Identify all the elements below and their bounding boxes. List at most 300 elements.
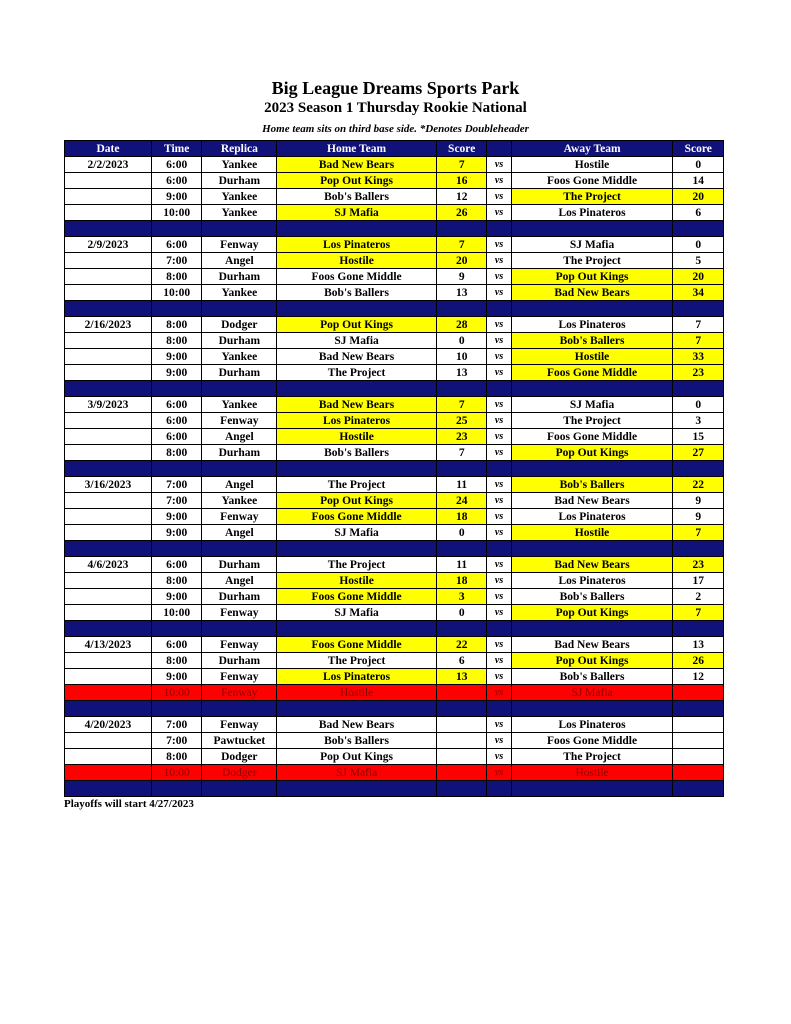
game-row <box>65 605 724 621</box>
game-replica: Dodger <box>202 317 277 333</box>
separator-cell <box>673 301 724 317</box>
vs-label: vs <box>487 317 511 333</box>
away-team: Los Pinateros <box>511 317 673 333</box>
home-team: Los Pinateros <box>277 413 437 429</box>
away-team: Los Pinateros <box>511 717 673 733</box>
away-score <box>673 765 724 781</box>
away-team: Los Pinateros <box>511 205 673 221</box>
vs-label: vs <box>487 589 511 605</box>
game-time: 10:00 <box>151 685 202 701</box>
home-team: Foos Gone Middle <box>277 589 437 605</box>
game-time: 9:00 <box>151 669 202 685</box>
home-team: SJ Mafia <box>277 605 437 621</box>
game-replica: Angel <box>202 573 277 589</box>
vs-label: vs <box>487 253 511 269</box>
home-score: 10 <box>436 349 487 365</box>
game-date: 2/2/2023 <box>65 157 152 173</box>
home-team: The Project <box>277 477 437 493</box>
separator-cell <box>65 701 152 717</box>
away-team: Hostile <box>511 765 673 781</box>
game-date <box>65 445 152 461</box>
game-time: 6:00 <box>151 557 202 573</box>
header-home-score: Score <box>436 141 487 157</box>
game-replica: Yankee <box>202 493 277 509</box>
away-score: 22 <box>673 477 724 493</box>
home-score: 3 <box>436 589 487 605</box>
vs-label: vs <box>487 765 511 781</box>
home-score: 18 <box>436 573 487 589</box>
game-date <box>65 573 152 589</box>
game-replica: Pawtucket <box>202 733 277 749</box>
game-replica: Fenway <box>202 717 277 733</box>
game-time: 8:00 <box>151 653 202 669</box>
game-date <box>65 669 152 685</box>
separator-cell <box>487 621 511 637</box>
game-row <box>65 717 724 733</box>
separator-cell <box>202 781 277 797</box>
separator-cell <box>673 781 724 797</box>
game-date: 4/13/2023 <box>65 637 152 653</box>
separator-cell <box>673 221 724 237</box>
game-row <box>65 349 724 365</box>
home-team: The Project <box>277 557 437 573</box>
vs-label: vs <box>487 669 511 685</box>
vs-label: vs <box>487 429 511 445</box>
game-date <box>65 349 152 365</box>
header-date: Date <box>65 141 152 157</box>
vs-label: vs <box>487 637 511 653</box>
separator-cell <box>487 461 511 477</box>
vs-label: vs <box>487 717 511 733</box>
separator-cell <box>65 461 152 477</box>
vs-label: vs <box>487 269 511 285</box>
game-row <box>65 317 724 333</box>
home-score: 12 <box>436 189 487 205</box>
game-date <box>65 509 152 525</box>
game-row <box>65 765 724 781</box>
home-team: Pop Out Kings <box>277 749 437 765</box>
home-score: 28 <box>436 317 487 333</box>
game-time: 6:00 <box>151 397 202 413</box>
game-time: 7:00 <box>151 717 202 733</box>
vs-label: vs <box>487 685 511 701</box>
season-title: 2023 Season 1 Thursday Rookie National <box>264 100 527 116</box>
game-replica: Yankee <box>202 157 277 173</box>
away-team: Foos Gone Middle <box>511 365 673 381</box>
week-separator <box>65 221 724 237</box>
game-replica: Durham <box>202 445 277 461</box>
schedule-body <box>65 157 724 797</box>
away-team: Pop Out Kings <box>511 653 673 669</box>
game-date: 4/6/2023 <box>65 557 152 573</box>
game-date <box>65 253 152 269</box>
game-row <box>65 445 724 461</box>
game-time: 6:00 <box>151 637 202 653</box>
away-score <box>673 717 724 733</box>
game-time: 9:00 <box>151 349 202 365</box>
separator-cell <box>151 381 202 397</box>
away-team: Bob's Ballers <box>511 669 673 685</box>
game-row <box>65 237 724 253</box>
game-row <box>65 653 724 669</box>
header-time: Time <box>151 141 202 157</box>
away-team: The Project <box>511 749 673 765</box>
game-replica: Angel <box>202 477 277 493</box>
home-score <box>436 717 487 733</box>
separator-cell <box>65 381 152 397</box>
separator-cell <box>277 381 437 397</box>
vs-label: vs <box>487 349 511 365</box>
page-title: Big League Dreams Sports Park <box>271 78 520 98</box>
game-time: 8:00 <box>151 333 202 349</box>
home-score: 13 <box>436 669 487 685</box>
schedule-table <box>64 140 724 797</box>
game-time: 7:00 <box>151 733 202 749</box>
separator-cell <box>436 781 487 797</box>
away-score: 23 <box>673 365 724 381</box>
game-replica: Durham <box>202 653 277 669</box>
away-team: Los Pinateros <box>511 573 673 589</box>
home-team: Bob's Ballers <box>277 733 437 749</box>
home-team: Bob's Ballers <box>277 285 437 301</box>
separator-cell <box>277 621 437 637</box>
game-date <box>65 189 152 205</box>
game-date <box>65 205 152 221</box>
game-row <box>65 189 724 205</box>
vs-label: vs <box>487 157 511 173</box>
game-time: 6:00 <box>151 413 202 429</box>
game-replica: Durham <box>202 589 277 605</box>
away-team: SJ Mafia <box>511 685 673 701</box>
separator-cell <box>277 781 437 797</box>
away-team: Bad New Bears <box>511 493 673 509</box>
game-replica: Angel <box>202 429 277 445</box>
header-row <box>65 141 724 157</box>
game-time: 10:00 <box>151 205 202 221</box>
away-score: 17 <box>673 573 724 589</box>
separator-cell <box>673 381 724 397</box>
away-score: 20 <box>673 189 724 205</box>
week-separator <box>65 461 724 477</box>
separator-cell <box>511 621 673 637</box>
game-time: 7:00 <box>151 493 202 509</box>
away-score: 3 <box>673 413 724 429</box>
away-team: Bob's Ballers <box>511 333 673 349</box>
separator-cell <box>487 301 511 317</box>
game-time: 10:00 <box>151 605 202 621</box>
week-separator <box>65 301 724 317</box>
game-row <box>65 285 724 301</box>
home-score: 16 <box>436 173 487 189</box>
separator-cell <box>436 301 487 317</box>
game-date <box>65 429 152 445</box>
separator-cell <box>65 541 152 557</box>
game-row <box>65 733 724 749</box>
home-team: SJ Mafia <box>277 765 437 781</box>
home-team: Hostile <box>277 253 437 269</box>
separator-cell <box>436 701 487 717</box>
game-date <box>65 333 152 349</box>
away-team: Pop Out Kings <box>511 269 673 285</box>
game-row <box>65 429 724 445</box>
separator-cell <box>151 781 202 797</box>
away-team: Foos Gone Middle <box>511 733 673 749</box>
header-replica: Replica <box>202 141 277 157</box>
vs-label: vs <box>487 189 511 205</box>
game-date <box>65 765 152 781</box>
separator-cell <box>277 461 437 477</box>
game-date <box>65 733 152 749</box>
away-score: 13 <box>673 637 724 653</box>
away-score: 15 <box>673 429 724 445</box>
game-replica: Durham <box>202 333 277 349</box>
vs-label: vs <box>487 237 511 253</box>
separator-cell <box>202 541 277 557</box>
home-score: 7 <box>436 397 487 413</box>
away-team: SJ Mafia <box>511 237 673 253</box>
game-replica: Yankee <box>202 205 277 221</box>
separator-cell <box>436 221 487 237</box>
away-team: Bad New Bears <box>511 637 673 653</box>
game-row <box>65 477 724 493</box>
separator-cell <box>487 221 511 237</box>
game-time: 9:00 <box>151 589 202 605</box>
week-separator <box>65 701 724 717</box>
home-score: 23 <box>436 429 487 445</box>
home-score <box>436 733 487 749</box>
separator-cell <box>277 301 437 317</box>
separator-cell <box>511 781 673 797</box>
vs-label: vs <box>487 605 511 621</box>
separator-cell <box>277 541 437 557</box>
separator-cell <box>511 461 673 477</box>
away-score: 0 <box>673 237 724 253</box>
vs-label: vs <box>487 573 511 589</box>
game-row <box>65 157 724 173</box>
separator-cell <box>511 381 673 397</box>
game-replica: Fenway <box>202 413 277 429</box>
separator-cell <box>151 301 202 317</box>
game-replica: Fenway <box>202 605 277 621</box>
game-time: 8:00 <box>151 269 202 285</box>
game-row <box>65 749 724 765</box>
separator-cell <box>202 621 277 637</box>
home-team: The Project <box>277 365 437 381</box>
vs-label: vs <box>487 557 511 573</box>
away-score: 2 <box>673 589 724 605</box>
home-team: The Project <box>277 653 437 669</box>
separator-cell <box>511 541 673 557</box>
game-replica: Dodger <box>202 765 277 781</box>
header-home-team: Home Team <box>277 141 437 157</box>
game-replica: Fenway <box>202 669 277 685</box>
game-row <box>65 573 724 589</box>
game-replica: Yankee <box>202 349 277 365</box>
away-score: 9 <box>673 509 724 525</box>
game-replica: Durham <box>202 269 277 285</box>
game-date <box>65 605 152 621</box>
playoffs-note: Playoffs will start 4/27/2023 <box>64 798 194 810</box>
game-time: 6:00 <box>151 157 202 173</box>
separator-cell <box>202 381 277 397</box>
home-score <box>436 685 487 701</box>
game-replica: Angel <box>202 253 277 269</box>
separator-cell <box>151 461 202 477</box>
game-time: 9:00 <box>151 189 202 205</box>
home-score: 11 <box>436 477 487 493</box>
home-score: 0 <box>436 605 487 621</box>
separator-cell <box>65 781 152 797</box>
game-row <box>65 397 724 413</box>
game-row <box>65 669 724 685</box>
home-score: 0 <box>436 525 487 541</box>
separator-cell <box>202 221 277 237</box>
separator-cell <box>673 621 724 637</box>
game-replica: Fenway <box>202 637 277 653</box>
game-time: 7:00 <box>151 477 202 493</box>
away-score: 34 <box>673 285 724 301</box>
game-row <box>65 589 724 605</box>
home-team: Bob's Ballers <box>277 445 437 461</box>
home-score: 13 <box>436 285 487 301</box>
game-time: 10:00 <box>151 285 202 301</box>
game-replica: Yankee <box>202 285 277 301</box>
game-time: 7:00 <box>151 253 202 269</box>
vs-label: vs <box>487 333 511 349</box>
game-row <box>65 413 724 429</box>
separator-cell <box>202 301 277 317</box>
separator-cell <box>673 701 724 717</box>
vs-label: vs <box>487 173 511 189</box>
away-score <box>673 749 724 765</box>
week-separator <box>65 541 724 557</box>
away-team: SJ Mafia <box>511 397 673 413</box>
game-date <box>65 285 152 301</box>
home-team: Hostile <box>277 685 437 701</box>
separator-cell <box>487 381 511 397</box>
header-away-team: Away Team <box>511 141 673 157</box>
game-row <box>65 205 724 221</box>
vs-label: vs <box>487 653 511 669</box>
home-team: Hostile <box>277 429 437 445</box>
game-time: 8:00 <box>151 445 202 461</box>
home-score <box>436 765 487 781</box>
home-team: Los Pinateros <box>277 669 437 685</box>
separator-cell <box>436 461 487 477</box>
away-team: Hostile <box>511 525 673 541</box>
away-score: 7 <box>673 605 724 621</box>
away-team: Bob's Ballers <box>511 477 673 493</box>
game-date <box>65 173 152 189</box>
away-score: 7 <box>673 333 724 349</box>
vs-label: vs <box>487 477 511 493</box>
home-team: Foos Gone Middle <box>277 509 437 525</box>
game-time: 9:00 <box>151 365 202 381</box>
away-team: Bad New Bears <box>511 285 673 301</box>
separator-cell <box>511 221 673 237</box>
game-replica: Fenway <box>202 509 277 525</box>
separator-cell <box>487 781 511 797</box>
game-date: 3/9/2023 <box>65 397 152 413</box>
away-score: 26 <box>673 653 724 669</box>
vs-label: vs <box>487 509 511 525</box>
vs-label: vs <box>487 445 511 461</box>
game-row <box>65 685 724 701</box>
away-team: The Project <box>511 253 673 269</box>
separator-cell <box>511 301 673 317</box>
game-row <box>65 493 724 509</box>
home-team: SJ Mafia <box>277 525 437 541</box>
game-row <box>65 557 724 573</box>
away-score: 33 <box>673 349 724 365</box>
game-date <box>65 493 152 509</box>
game-replica: Fenway <box>202 237 277 253</box>
separator-cell <box>487 541 511 557</box>
separator-cell <box>151 621 202 637</box>
game-date <box>65 269 152 285</box>
vs-label: vs <box>487 733 511 749</box>
game-replica: Dodger <box>202 749 277 765</box>
week-separator <box>65 781 724 797</box>
game-date <box>65 589 152 605</box>
header-vs <box>487 141 511 157</box>
home-score: 7 <box>436 237 487 253</box>
away-team: The Project <box>511 413 673 429</box>
game-date: 2/9/2023 <box>65 237 152 253</box>
home-score: 6 <box>436 653 487 669</box>
game-time: 6:00 <box>151 429 202 445</box>
game-row <box>65 333 724 349</box>
game-date: 2/16/2023 <box>65 317 152 333</box>
vs-label: vs <box>487 205 511 221</box>
game-date <box>65 525 152 541</box>
separator-cell <box>487 701 511 717</box>
week-separator <box>65 621 724 637</box>
game-replica: Yankee <box>202 189 277 205</box>
vs-label: vs <box>487 365 511 381</box>
home-score: 25 <box>436 413 487 429</box>
game-replica: Yankee <box>202 397 277 413</box>
game-row <box>65 269 724 285</box>
away-score: 5 <box>673 253 724 269</box>
away-score: 0 <box>673 157 724 173</box>
separator-cell <box>673 541 724 557</box>
game-time: 8:00 <box>151 573 202 589</box>
game-time: 9:00 <box>151 525 202 541</box>
game-date: 4/20/2023 <box>65 717 152 733</box>
separator-cell <box>673 461 724 477</box>
away-team: Pop Out Kings <box>511 445 673 461</box>
game-date <box>65 365 152 381</box>
home-score: 0 <box>436 333 487 349</box>
game-replica: Durham <box>202 557 277 573</box>
away-score: 23 <box>673 557 724 573</box>
home-score: 7 <box>436 445 487 461</box>
separator-cell <box>65 301 152 317</box>
game-row <box>65 365 724 381</box>
separator-cell <box>277 701 437 717</box>
game-replica: Angel <box>202 525 277 541</box>
home-score: 22 <box>436 637 487 653</box>
vs-label: vs <box>487 397 511 413</box>
home-score <box>436 749 487 765</box>
home-team: Pop Out Kings <box>277 317 437 333</box>
away-score <box>673 685 724 701</box>
vs-label: vs <box>487 749 511 765</box>
away-team: Bob's Ballers <box>511 589 673 605</box>
game-row <box>65 253 724 269</box>
home-score: 20 <box>436 253 487 269</box>
